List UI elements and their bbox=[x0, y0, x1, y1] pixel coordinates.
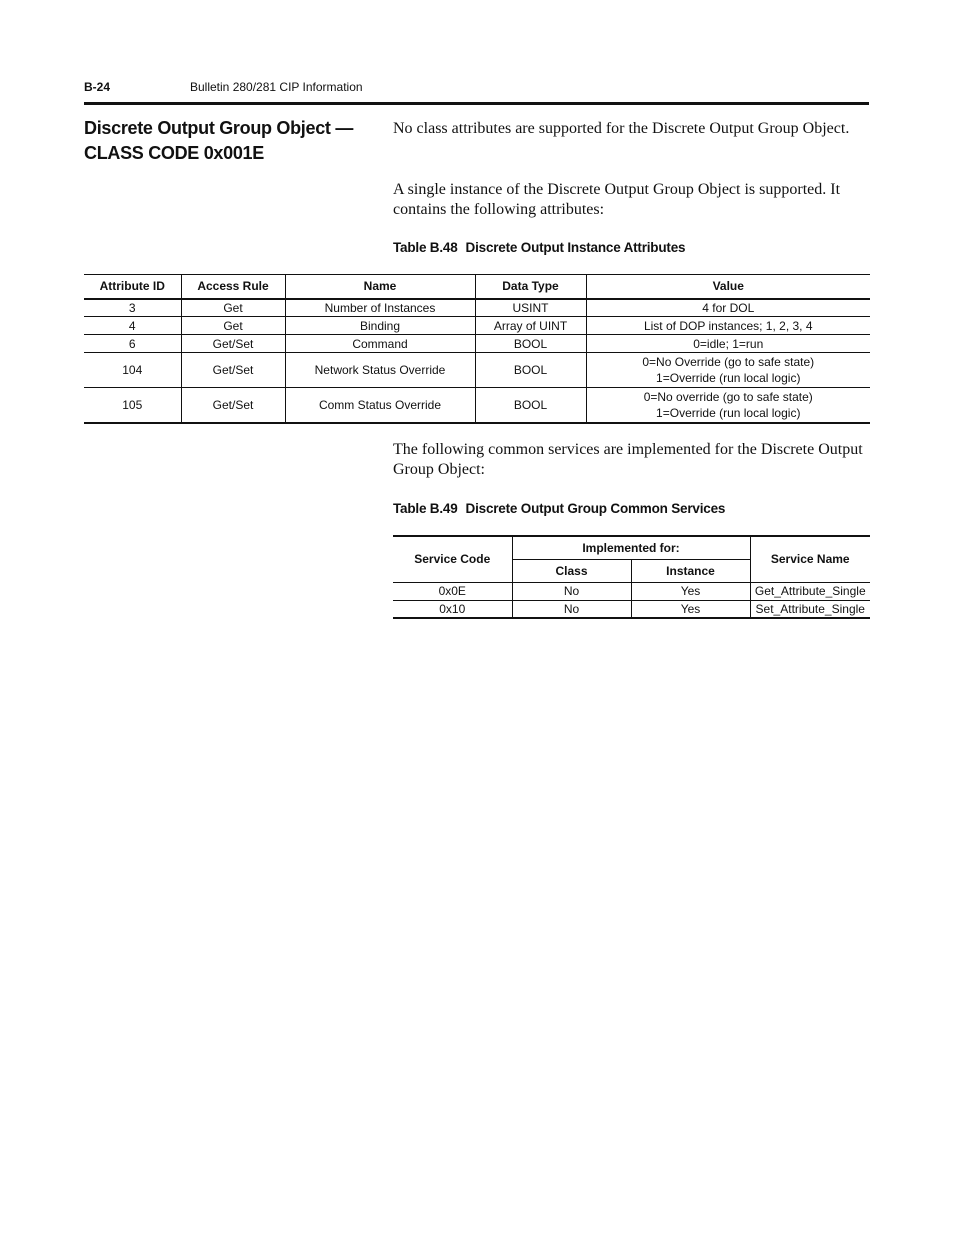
cell-instance: Yes bbox=[631, 582, 750, 600]
cell-service-code: 0x10 bbox=[439, 601, 466, 616]
header-rule bbox=[84, 102, 869, 105]
instance-attributes-table bbox=[84, 274, 870, 424]
cell-service-code: 0x0E bbox=[393, 582, 512, 600]
cell-attribute-id: 4 bbox=[84, 317, 181, 335]
cell-data-type: BOOL bbox=[475, 388, 586, 423]
cell-name: Comm Status Override bbox=[285, 388, 475, 423]
running-title: Bulletin 280/281 CIP Information bbox=[190, 80, 363, 94]
cell-attribute-id: 3 bbox=[84, 299, 181, 317]
cell-attribute-id: 6 bbox=[84, 335, 181, 353]
cell-class: No bbox=[512, 582, 631, 600]
cell-instance: Yes bbox=[631, 600, 750, 618]
column-header-name: Name bbox=[285, 275, 475, 299]
column-header-service-name: Service Name bbox=[750, 536, 870, 582]
paragraph-class-attributes: No class attributes are supported for the Discrete Output Group Object. bbox=[393, 120, 850, 137]
cell-access-rule: Get/Set bbox=[181, 388, 285, 423]
cell-value bbox=[586, 388, 870, 423]
cell-access-rule: Get bbox=[181, 317, 285, 335]
cell-attribute-id: 104 bbox=[84, 353, 181, 388]
table-row bbox=[84, 335, 870, 353]
table1-caption-number: Table B.48 bbox=[393, 240, 458, 255]
cell-access-rule: Get/Set bbox=[181, 335, 285, 353]
table-row bbox=[393, 582, 870, 600]
table-row bbox=[393, 600, 870, 618]
cell-attribute-id: 105 bbox=[122, 397, 143, 412]
cell-value: 0=idle; 1=run bbox=[586, 335, 870, 353]
cell-service-name: Set_Attribute_Single bbox=[750, 600, 870, 618]
cell-data-type: USINT bbox=[475, 299, 586, 317]
cell-value-line1: 0=No override (go to safe state) bbox=[643, 389, 813, 404]
column-header-instance: Instance bbox=[631, 559, 750, 582]
table-row bbox=[84, 353, 870, 388]
cell-name: Binding bbox=[285, 317, 475, 335]
cell-data-type: Array of UINT bbox=[475, 317, 586, 335]
paragraph-common-services: The following common services are implemented for the Discrete Output Group Object: bbox=[393, 441, 863, 478]
cell-value-line1: 0=No Override (go to safe state) bbox=[642, 355, 815, 369]
paragraph-single-instance: A single instance of the Discrete Output Group Object is supported. It contains the following attributes: bbox=[393, 181, 841, 218]
table2-caption bbox=[393, 501, 725, 516]
cell-value-line2: 1=Override (run local logic) bbox=[656, 371, 801, 385]
column-header-class: Class bbox=[512, 559, 631, 582]
section-heading bbox=[84, 116, 374, 166]
cell-name: Network Status Override bbox=[285, 353, 475, 388]
column-header-attribute-id: Attribute ID bbox=[84, 275, 181, 299]
column-header-implemented-for: Implemented for: bbox=[512, 536, 750, 559]
cell-value: 4 for DOL bbox=[586, 299, 870, 317]
table-row bbox=[84, 317, 870, 335]
table1-caption bbox=[393, 240, 685, 255]
table2-caption-title: Discrete Output Group Common Services bbox=[465, 501, 726, 516]
column-header-service-code: Service Code bbox=[393, 536, 512, 582]
common-services-table bbox=[393, 535, 870, 619]
cell-data-type: BOOL bbox=[475, 335, 586, 353]
cell-access-rule: Get/Set bbox=[181, 353, 285, 388]
cell-name: Command bbox=[285, 335, 475, 353]
cell-value bbox=[586, 353, 870, 388]
cell-service-name: Get_Attribute_Single bbox=[750, 582, 870, 600]
table2-caption-number: Table B.49 bbox=[393, 501, 458, 516]
cell-value: List of DOP instances; 1, 2, 3, 4 bbox=[586, 317, 870, 335]
column-header-data-type: Data Type bbox=[475, 275, 586, 299]
table-row bbox=[84, 299, 870, 317]
table-row bbox=[84, 388, 870, 423]
cell-value-line2: 1=Override (run local logic) bbox=[656, 405, 801, 420]
column-header-value: Value bbox=[586, 275, 870, 299]
table1-caption-title: Discrete Output Instance Attributes bbox=[465, 240, 686, 255]
column-header-access-rule: Access Rule bbox=[181, 275, 285, 299]
cell-class: No bbox=[512, 600, 631, 618]
cell-data-type: BOOL bbox=[475, 353, 586, 388]
cell-name: Number of Instances bbox=[285, 299, 475, 317]
cell-access-rule: Get bbox=[181, 299, 285, 317]
section-heading-line2: CLASS CODE 0x001E bbox=[84, 143, 264, 163]
section-heading-line1: Discrete Output Group Object — bbox=[84, 118, 354, 138]
page-number: B-24 bbox=[84, 80, 111, 94]
